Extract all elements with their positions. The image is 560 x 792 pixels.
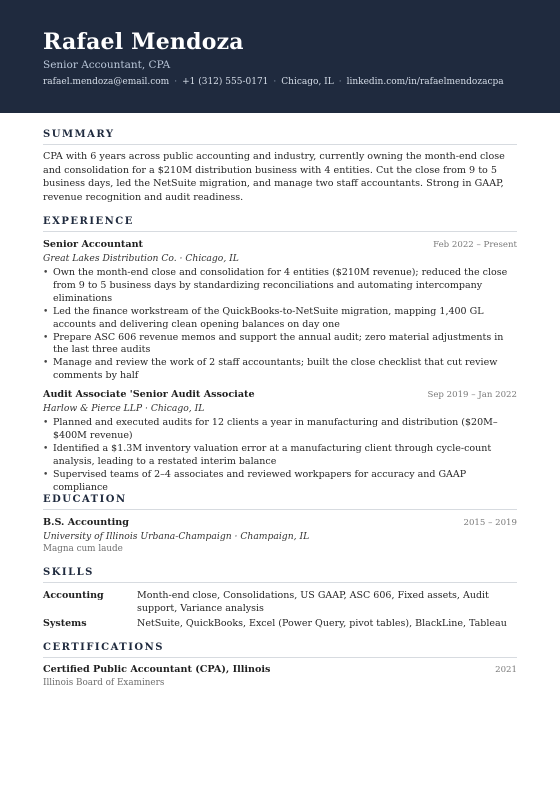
skills-section (43, 567, 517, 630)
skill-row (43, 617, 517, 630)
bullet-item: • Prepare ASC 606 revenue memos and support the annual audit; zero material adjustments in the last three audits (43, 332, 517, 358)
bullet-item: • Own the month-end close and consolidation for 4 entities ($210M revenue); reduced the close from 9 to 5 business days by standardizing reconciliations and automating intercompany eliminations (43, 267, 517, 306)
certification-year: 2021 (495, 665, 517, 675)
contact-location: Chicago, IL (281, 77, 334, 87)
degree: B.S. Accounting (43, 517, 129, 528)
section-heading: SUMMARY (43, 129, 517, 145)
section-heading: EDUCATION (43, 494, 517, 510)
job-bullets (43, 417, 517, 494)
separator: · (273, 77, 277, 87)
job-dates: Feb 2022 – Present (433, 240, 517, 250)
skill-row (43, 589, 517, 615)
experience-section (43, 216, 517, 495)
skill-category: Systems (43, 618, 87, 629)
section-heading: CERTIFICATIONS (43, 642, 517, 658)
job-employer: Harlow & Pierce LLP · Chicago, IL (43, 403, 205, 415)
contact-email[interactable]: rafael.mendoza@email.com (43, 77, 170, 87)
skill-category: Accounting (43, 590, 104, 601)
job-entry (43, 238, 517, 383)
bullet-item: • Supervised teams of 2–4 associates and reviewed workpapers for accuracy and GAAP compliance (43, 469, 517, 495)
job-entry (43, 388, 517, 494)
education-section (43, 494, 517, 555)
section-heading: SKILLS (43, 567, 517, 583)
job-bullets (43, 267, 517, 383)
skill-items: Month-end close, Consolidations, US GAAP, ASC 606, Fixed assets, Audit support, Variance analysis (137, 590, 489, 614)
contact-linkedin[interactable]: linkedin.com/in/rafaelmendozacpa (346, 77, 504, 87)
education-dates: 2015 – 2019 (463, 518, 517, 528)
job-role: Senior Accountant (43, 239, 143, 250)
certification-issuer: Illinois Board of Examiners (43, 678, 165, 688)
honors: Magna cum laude (43, 544, 123, 554)
school: University of Illinois Urbana-Champaign · Champaign, IL (43, 531, 310, 542)
separator: · (338, 77, 342, 87)
separator: · (174, 77, 178, 87)
candidate-title: Senior Accountant, CPA (43, 59, 171, 71)
bullet-item: • Identified a $1.3M inventory valuation error at a manufacturing client through cycle-count analysis, leading to a restated interim balance (43, 443, 517, 469)
skill-items: NetSuite, QuickBooks, Excel (Power Query, pivot tables), BlackLine, Tableau (137, 618, 507, 629)
bullet-item: • Manage and review the work of 2 staff accountants; built the close checklist that cut review comments by half (43, 357, 517, 383)
candidate-name: Rafael Mendoza (43, 29, 244, 55)
certification-name: Certified Public Accountant (CPA), Illinois (43, 664, 271, 675)
summary-section (43, 129, 517, 204)
section-heading: EXPERIENCE (43, 216, 517, 232)
summary-text: CPA with 6 years across public accounting and industry, currently owning the month-end close and consolidation for a $210M distribution business with 4 entities. Cut the close from 9 to 5 business days, led the NetSuite migration, and manage two staff accountants. Strong in GAAP, revenue recognition and audit readiness. (43, 151, 505, 203)
contact-phone[interactable]: +1 (312) 555-0171 (182, 77, 269, 87)
job-role: Audit Associate 'Senior Audit Associate (43, 389, 255, 401)
job-dates: Sep 2019 – Jan 2022 (427, 390, 517, 401)
certifications-section (43, 642, 517, 689)
bullet-item: • Led the finance workstream of the QuickBooks-to-NetSuite migration, mapping 1,400 GL accounts and delivering clean opening balances on day one (43, 306, 517, 332)
bullet-item: • Planned and executed audits for 12 clients a year in manufacturing and distribution ($20M–$400M revenue) (43, 417, 517, 443)
resume-header (0, 0, 560, 113)
job-employer: Great Lakes Distribution Co. · Chicago, IL (43, 253, 239, 264)
contact-line (43, 75, 560, 89)
